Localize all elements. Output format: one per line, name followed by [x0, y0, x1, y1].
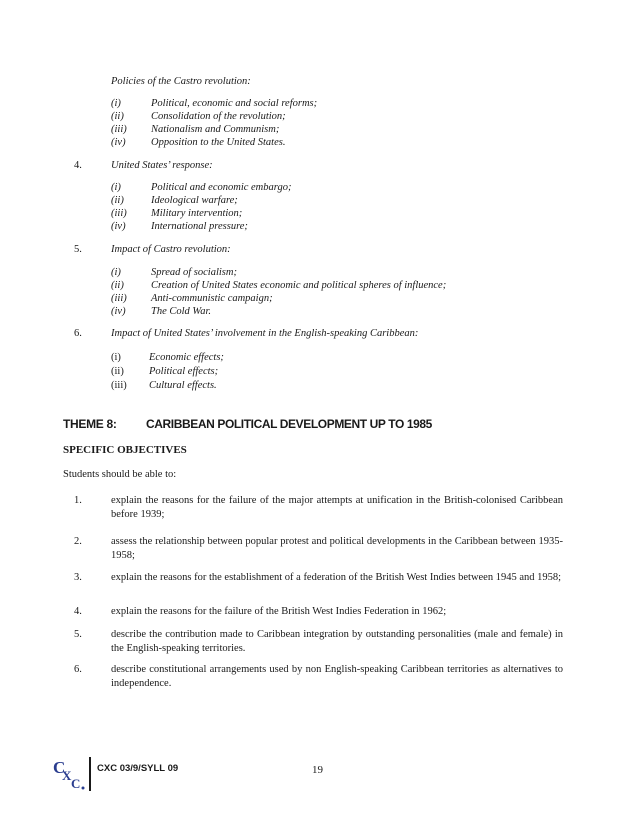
list-item-text: Economic effects; — [149, 352, 224, 363]
logo-letter-x: X — [62, 768, 72, 783]
objectives-heading: SPECIFIC OBJECTIVES — [63, 444, 187, 456]
section-number: 4. — [74, 160, 82, 171]
list-item-num: (iii) — [111, 124, 127, 135]
list-item-num: (i) — [111, 352, 121, 363]
objective-text: describe the contribution made to Caribbean integration by outstanding personalities (male and female) in the English-speaking territories. — [111, 629, 563, 654]
section-title: United States’ response: — [111, 160, 213, 171]
list-item-num: (ii) — [111, 195, 124, 206]
objective-number: 4. — [74, 606, 82, 617]
list-item-num: (ii) — [111, 280, 124, 291]
objective-text: assess the relationship between popular protest and political developments in the Caribbean between 1935-1958; — [111, 536, 563, 561]
list-item-text: Opposition to the United States. — [151, 137, 286, 148]
objective-number: 3. — [74, 572, 82, 583]
list-item-text: Consolidation of the revolution; — [151, 111, 286, 122]
objectives-intro: Students should be able to: — [63, 469, 177, 480]
list-item-text: Creation of United States economic and political spheres of influence; — [151, 280, 447, 291]
objective-number: 5. — [74, 629, 82, 640]
footer-code: CXC 03/9/SYLL 09 — [97, 763, 179, 774]
theme-label: THEME 8: — [63, 417, 117, 431]
list-item-num: (iv) — [111, 137, 126, 148]
list-item-text: Anti-communistic campaign; — [151, 293, 273, 304]
list-item-text: International pressure; — [151, 221, 248, 232]
list-item-num: (iii) — [111, 380, 127, 391]
list-item-text: Ideological warfare; — [151, 195, 238, 206]
list-item-text: Political and economic embargo; — [151, 182, 292, 193]
logo-letter-c2: C — [71, 776, 81, 791]
list-item-num: (ii) — [111, 111, 124, 122]
list-item-text: Spread of socialism; — [151, 267, 237, 278]
policies-title: Policies of the Castro revolution: — [111, 76, 251, 87]
list-item-num: (i) — [111, 182, 121, 193]
section-title: Impact of Castro revolution: — [111, 244, 231, 255]
objective-number: 6. — [74, 664, 82, 675]
logo-mark — [82, 787, 85, 790]
objective-text: explain the reasons for the failure of the major attempts at unification in the British-colonised Caribbean before 1939; — [111, 495, 563, 520]
list-item-text: Political, economic and social reforms; — [151, 98, 318, 109]
logo-letter-c: C — [53, 758, 66, 777]
list-item-num: (iv) — [111, 306, 126, 317]
list-item-num: (ii) — [111, 366, 124, 377]
section-number: 5. — [74, 244, 82, 255]
objective-text: explain the reasons for the establishment of a federation of the British West Indies between 1945 and 1958; — [111, 572, 562, 583]
objective-text: describe constitutional arrangements used by non English-speaking Caribbean territories as alternatives to independence. — [111, 664, 563, 689]
theme-title: CARIBBEAN POLITICAL DEVELOPMENT UP TO 1985 — [146, 417, 432, 431]
objective-number: 1. — [74, 495, 82, 506]
list-item-num: (iv) — [111, 221, 126, 232]
footer-divider — [89, 757, 91, 791]
list-item-num: (iii) — [111, 293, 127, 304]
section-number: 6. — [74, 328, 82, 339]
section-title: Impact of United States’ involvement in the English-speaking Caribbean: — [111, 328, 419, 339]
list-item-text: Political effects; — [149, 366, 219, 377]
list-item-text: Nationalism and Communism; — [151, 124, 280, 135]
list-item-num: (i) — [111, 267, 121, 278]
objective-text: explain the reasons for the failure of the British West Indies Federation in 1962; — [111, 606, 447, 617]
list-item-text: The Cold War. — [151, 306, 212, 317]
objective-number: 2. — [74, 536, 82, 547]
list-item-num: (iii) — [111, 208, 127, 219]
page-number: 19 — [312, 764, 323, 776]
list-item-text: Military intervention; — [151, 208, 243, 219]
cxc-logo — [52, 755, 86, 791]
list-item-num: (i) — [111, 98, 121, 109]
list-item-text: Cultural effects. — [149, 380, 217, 391]
